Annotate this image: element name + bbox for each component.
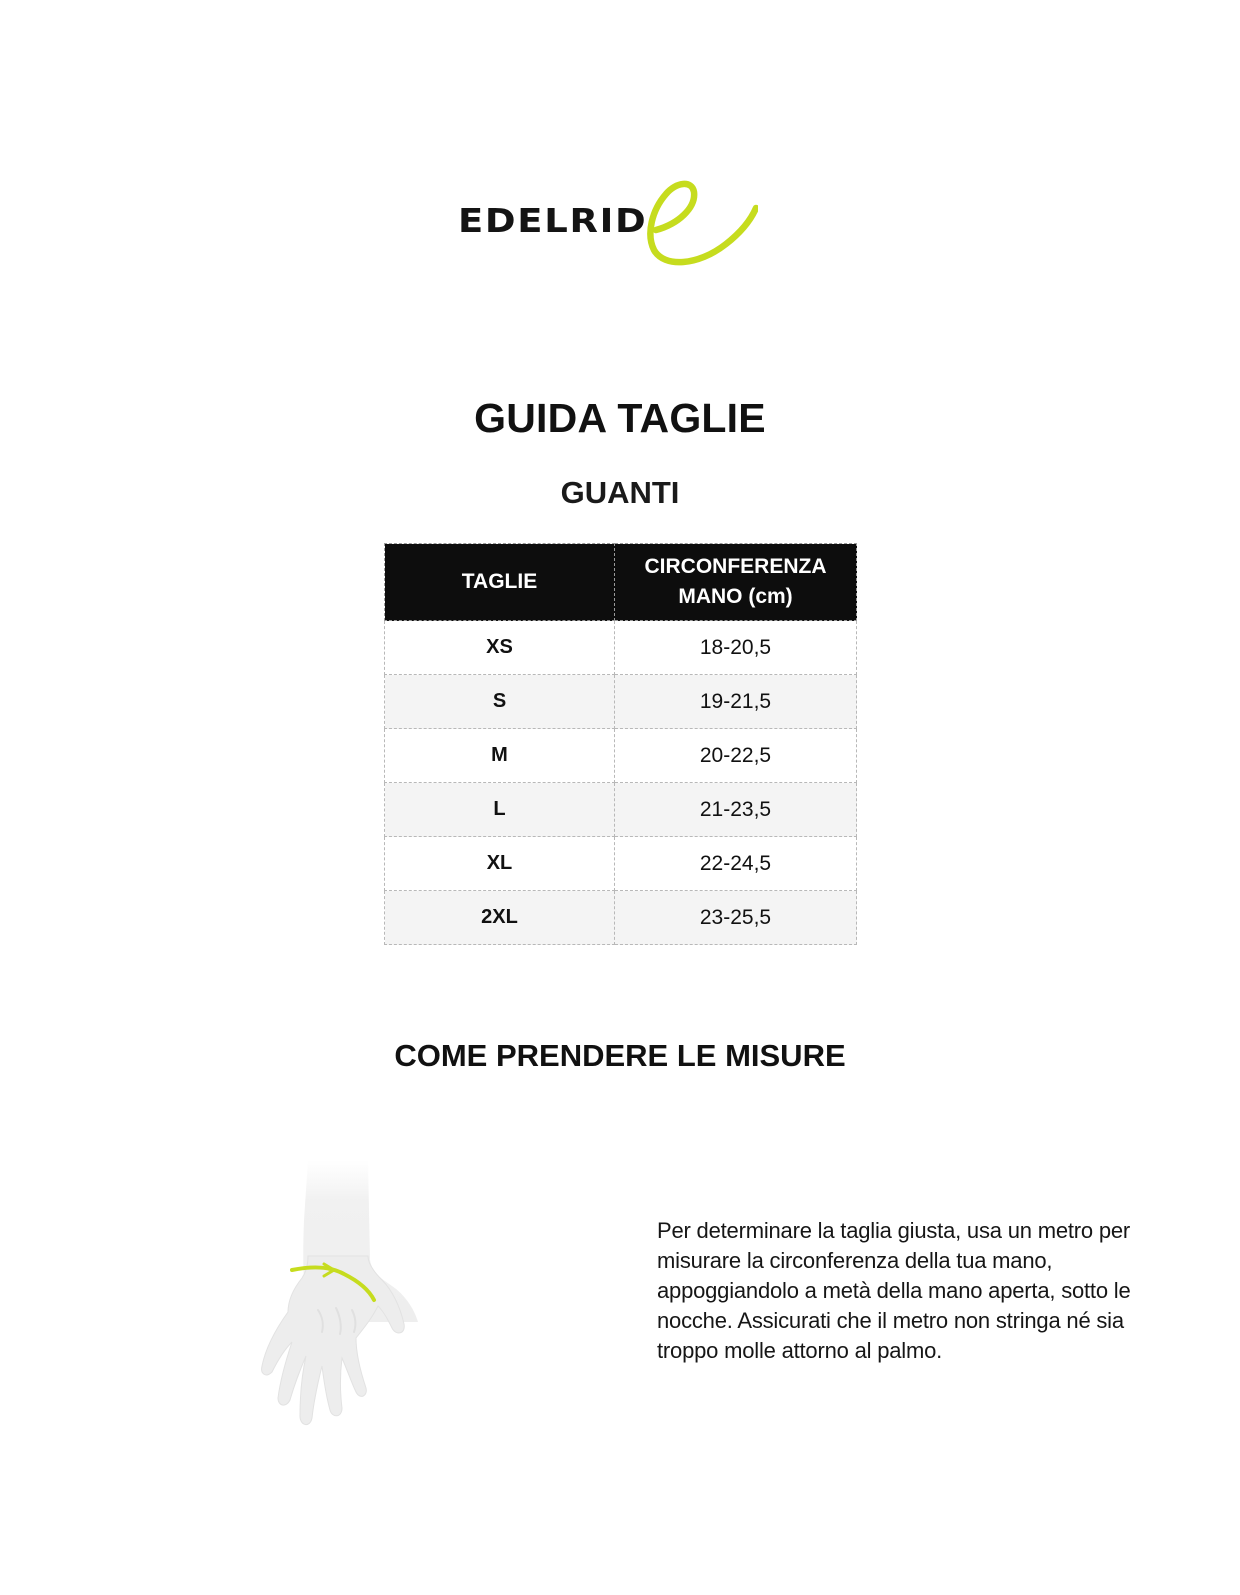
size-cell: XS — [385, 621, 615, 675]
circumference-cell: 19-21,5 — [615, 675, 857, 729]
table-row — [385, 675, 857, 729]
page-title: GUIDA TAGLIE — [474, 395, 766, 441]
table-row — [385, 621, 857, 675]
table-row — [385, 783, 857, 837]
circumference-cell: 21-23,5 — [615, 783, 857, 837]
hand-measuring-tape-icon — [252, 1160, 432, 1440]
size-table — [384, 543, 857, 945]
size-cell: 2XL — [385, 891, 615, 945]
table-row — [385, 729, 857, 783]
size-cell: L — [385, 783, 615, 837]
circumference-cell: 23-25,5 — [615, 891, 857, 945]
size-cell: S — [385, 675, 615, 729]
brand-wordmark: EDELRID — [458, 201, 648, 240]
size-cell: M — [385, 729, 615, 783]
table-header-row — [385, 544, 857, 621]
header-size: TAGLIE — [385, 544, 615, 621]
circumference-cell: 18-20,5 — [615, 621, 857, 675]
header-circumference: CIRCONFERENZA MANO (cm) — [615, 544, 857, 621]
measure-section-title: COME PRENDERE LE MISURE — [394, 1038, 846, 1073]
brand-logo — [458, 178, 758, 268]
size-cell: XL — [385, 837, 615, 891]
table-row — [385, 891, 857, 945]
edelrid-e-swoosh-icon — [640, 178, 758, 268]
table-row — [385, 837, 857, 891]
measure-instructions: Per determinare la taglia giusta, usa un metro per misurare la circonferenza della tua mano, appoggiandolo a metà della mano aperta, sotto le nocche. Assicurati che il metro non stringa né sia troppo molle attorno al palmo. — [657, 1218, 1131, 1363]
page-subtitle: GUANTI — [560, 475, 680, 510]
circumference-cell: 20-22,5 — [615, 729, 857, 783]
circumference-cell: 22-24,5 — [615, 837, 857, 891]
